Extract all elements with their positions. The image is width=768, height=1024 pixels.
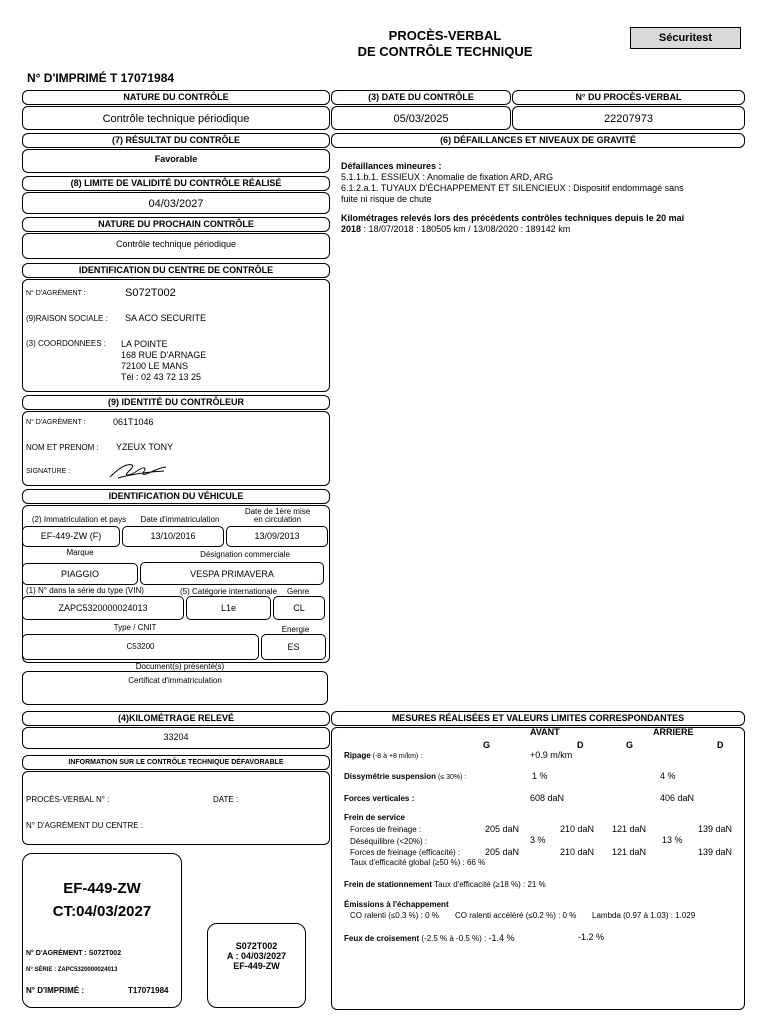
centre-agrement: S072T002 <box>125 287 176 299</box>
controleur-nom-label: NOM ET PRENOM : <box>26 443 99 452</box>
efficacite-arriere-g: 121 daN <box>612 847 647 857</box>
centre-coord-label: (3) COORDONNEES : <box>26 339 107 348</box>
defaillances-header: (6) DÉFAILLANCES ET NIVEAUX DE GRAVITÉ <box>331 133 745 148</box>
defaillance-line-3: fuite ni risque de chute <box>341 194 432 204</box>
centre-header: IDENTIFICATION DU CENTRE DE CONTRÔLE <box>22 263 330 278</box>
documents-value: Certificat d'immatriculation <box>22 671 328 705</box>
arriere-d-label: D <box>717 740 724 750</box>
stamp-box <box>207 923 306 1008</box>
resultat-value: Favorable <box>22 149 330 173</box>
freinage-label: Forces de freinage : <box>350 825 422 834</box>
defaillance-line-2: 6.1.2.a.1. TUYAUX D'ÉCHAPPEMENT ET SILENCIEUX : Dispositif endommagé sans <box>341 183 684 193</box>
genre-value: CL <box>273 596 325 620</box>
vignette-agrement: N° D'AGRÉMENT : S072T002 <box>26 950 122 957</box>
avant-g-label: G <box>483 740 491 750</box>
energie-label: Energie <box>281 625 310 634</box>
categorie-value: L1e <box>186 596 271 620</box>
controleur-header: (9) IDENTITÉ DU CONTRÔLEUR <box>22 395 330 410</box>
efficacite-avant-d: 210 daN <box>560 847 595 857</box>
arriere-g-label: G <box>626 740 634 750</box>
stationnement-value: Taux d'efficacité (≥18 %) : 21 % <box>434 880 546 889</box>
feux-gauche: -1.4 % <box>488 933 515 943</box>
defavorable-header: INFORMATION SUR LE CONTRÔLE TECHNIQUE DÉFAVORABLE <box>22 755 330 770</box>
vignette-box <box>22 853 182 1008</box>
brand-badge: Sécuritest <box>630 27 741 49</box>
centre-address <box>121 339 206 383</box>
freinage-avant-g: 205 daN <box>485 824 520 834</box>
km-history-values <box>341 224 684 235</box>
categorie-label: (5) Catégorie internationale <box>180 587 277 596</box>
title-line-2: DE CONTRÔLE TECHNIQUE <box>357 44 533 59</box>
date-circ-label-2: en circulation <box>253 515 302 524</box>
forces-label: Forces verticales : <box>344 794 415 803</box>
date-controle-header: (3) DATE DU CONTRÔLE <box>331 90 511 105</box>
defavorable-agrement-label: N° D'AGRÉMENT DU CENTRE : <box>26 821 144 830</box>
pv-number-header: N° DU PROCÈS-VERBAL <box>512 90 745 105</box>
date-controle-value: 05/03/2025 <box>331 106 511 130</box>
emissions-label: Émissions à l'échappement <box>344 900 449 909</box>
co-ralenti: CO ralenti (≤0.3 %) : 0 % <box>350 911 439 920</box>
dissym-arriere: 4 % <box>660 771 676 781</box>
marque-label: Marque <box>66 548 94 557</box>
taux-global: Taux d'efficacité global (≥50 %) : 66 % <box>350 858 486 867</box>
genre-label: Genre <box>287 587 310 596</box>
ripage-label: Ripage <box>344 751 371 760</box>
resultat-header: (7) RÉSULTAT DU CONTRÔLE <box>22 133 330 148</box>
date-circ-value: 13/09/2013 <box>226 526 328 547</box>
date-immat-value: 13/10/2016 <box>122 526 224 547</box>
vin-label: (1) N° dans la série du type (VIN) <box>26 586 144 595</box>
immat-value: EF-449-ZW (F) <box>22 526 120 547</box>
feux-limit: (-2.5 % à -0.5 %) : <box>419 934 487 943</box>
immat-label: (2) Immatriculation et pays <box>31 515 127 524</box>
defaillances-text <box>341 161 684 235</box>
designation-value: VESPA PRIMAVERA <box>140 562 324 585</box>
date-circ-label-1: Date de 1ère mise <box>244 507 311 516</box>
prochain-header: NATURE DU PROCHAIN CONTRÔLE <box>22 217 330 232</box>
designation-label: Désignation commerciale <box>200 550 290 559</box>
freinage-arriere-d: 139 daN <box>698 824 733 834</box>
centre-addr-3: 72100 LE MANS <box>121 361 189 371</box>
defavorable-date-label: DATE : <box>213 795 239 804</box>
vignette-imprime-label: N° D'IMPRIMÉ : <box>26 986 84 995</box>
type-value: C53200 <box>22 634 259 660</box>
limite-header: (8) LIMITE DE VALIDITÉ DU CONTRÔLE RÉALISÉ <box>22 176 330 191</box>
signature-label: SIGNATURE : <box>26 468 71 475</box>
lambda: Lambda (0.97 à 1.03) : 1.029 <box>592 911 696 920</box>
dissym-label: Dissymétrie suspension <box>344 772 437 781</box>
stamp-line-2: A : 04/03/2027 <box>226 951 287 961</box>
freinage-arriere-g: 121 daN <box>612 824 647 834</box>
forces-arriere: 406 daN <box>660 793 695 803</box>
defaillance-line-1: 5.1.1.b.1. ESSIEUX : Anomalie de fixation ARD, ARG <box>341 172 554 182</box>
prochain-value: Contrôle technique périodique <box>22 233 330 259</box>
vignette-imprime: T17071984 <box>128 986 169 995</box>
feux-label: Feux de croisement <box>344 934 420 943</box>
vignette-plate: EF-449-ZW <box>63 880 141 897</box>
defavorable-pv-label: PROCÈS-VERBAL N° : <box>26 795 110 804</box>
forces-avant: 608 daN <box>530 793 565 803</box>
deseq-avant: 3 % <box>530 835 546 845</box>
centre-tel: Tél : 02 43 72 13 25 <box>121 372 202 382</box>
signature-image <box>108 459 170 481</box>
mesures-box <box>331 727 745 1010</box>
ripage-limit: (-8 à +8 m/km) : <box>370 753 423 760</box>
avant-d-label: D <box>577 740 584 750</box>
efficacite-avant-g: 205 daN <box>485 847 520 857</box>
stamp-line-3: EF-449-ZW <box>233 961 280 971</box>
efficacite-label: Forces de freinage (efficacité) : <box>350 848 461 857</box>
km-history-list: : 18/07/2018 : 180505 km / 13/08/2020 : 189142 km <box>361 224 571 234</box>
km-history-heading: Kilométrages relevés lors des précédents contrôles techniques depuis le 20 mai <box>341 213 685 223</box>
vehicule-header: IDENTIFICATION DU VÉHICULE <box>22 489 330 504</box>
kilometrage-header: (4)KILOMÉTRAGE RELEVÉ <box>22 711 330 726</box>
stationnement-label: Frein de stationnement <box>344 880 433 889</box>
centre-addr-2: 168 RUE D'ARNAGE <box>121 350 207 360</box>
ripage-value: +0.9 m/km <box>530 750 573 760</box>
imprime-number: N° D'IMPRIMÉ T 17071984 <box>27 71 175 85</box>
energie-value: ES <box>261 634 326 660</box>
nature-value: Contrôle technique périodique <box>22 106 330 130</box>
dissym-limit: (≤ 30%) : <box>436 774 467 781</box>
defavorable-box <box>22 771 330 845</box>
nature-header: NATURE DU CONTRÔLE <box>22 90 330 105</box>
limite-value: 04/03/2027 <box>22 192 330 214</box>
efficacite-arriere-d: 139 daN <box>698 847 733 857</box>
type-label: Type / CNIT <box>113 623 157 632</box>
controleur-nom: YZEUX TONY <box>116 442 174 452</box>
controleur-agrement-label: N° D'AGRÉMENT : <box>26 419 86 426</box>
date-immat-label: Date d'immatriculation <box>140 515 220 524</box>
date-circ-label <box>225 508 330 524</box>
frein-service-label: Frein de service <box>344 813 405 822</box>
co-accelere: CO ralenti accéléré (≤0.2 %) : 0 % <box>455 911 577 920</box>
document-title <box>330 28 560 60</box>
controleur-agrement: 061T1046 <box>113 417 154 427</box>
km-history-year: 2018 <box>341 224 362 234</box>
defaillances-heading: Défaillances mineures : <box>341 161 442 171</box>
vignette-ct: CT:04/03/2027 <box>52 903 152 920</box>
centre-agrement-label: N° D'AGRÉMENT : <box>26 290 86 297</box>
avant-label: AVANT <box>530 727 560 737</box>
deseq-label: Déséquilibre (<20%) : <box>350 837 428 846</box>
vignette-serie: N° SÉRIE : ZAPC5320000024013 <box>26 967 118 973</box>
vin-value: ZAPC5320000024013 <box>22 596 184 620</box>
arriere-label: ARRIERE <box>653 727 694 737</box>
mesures-header: MESURES RÉALISÉES ET VALEURS LIMITES CORRESPONDANTES <box>331 711 745 726</box>
centre-raison: SA ACO SECURITE <box>125 313 207 323</box>
title-line-1: PROCÈS-VERBAL <box>388 28 502 43</box>
centre-addr-1: LA POINTE <box>121 339 168 349</box>
kilometrage-value: 33204 <box>22 727 330 749</box>
feux-droit: -1.2 % <box>578 932 605 942</box>
marque-value: PIAGGIO <box>22 563 138 585</box>
deseq-arriere: 13 % <box>662 835 683 845</box>
freinage-avant-d: 210 daN <box>560 824 595 834</box>
documents-label: Document(s) présenté(s) <box>135 662 225 671</box>
centre-raison-label: (9)RAISON SOCIALE : <box>26 314 108 323</box>
pv-number-value: 22207973 <box>512 106 745 130</box>
dissym-avant: 1 % <box>532 771 548 781</box>
stamp-line-1: S072T002 <box>235 941 278 951</box>
